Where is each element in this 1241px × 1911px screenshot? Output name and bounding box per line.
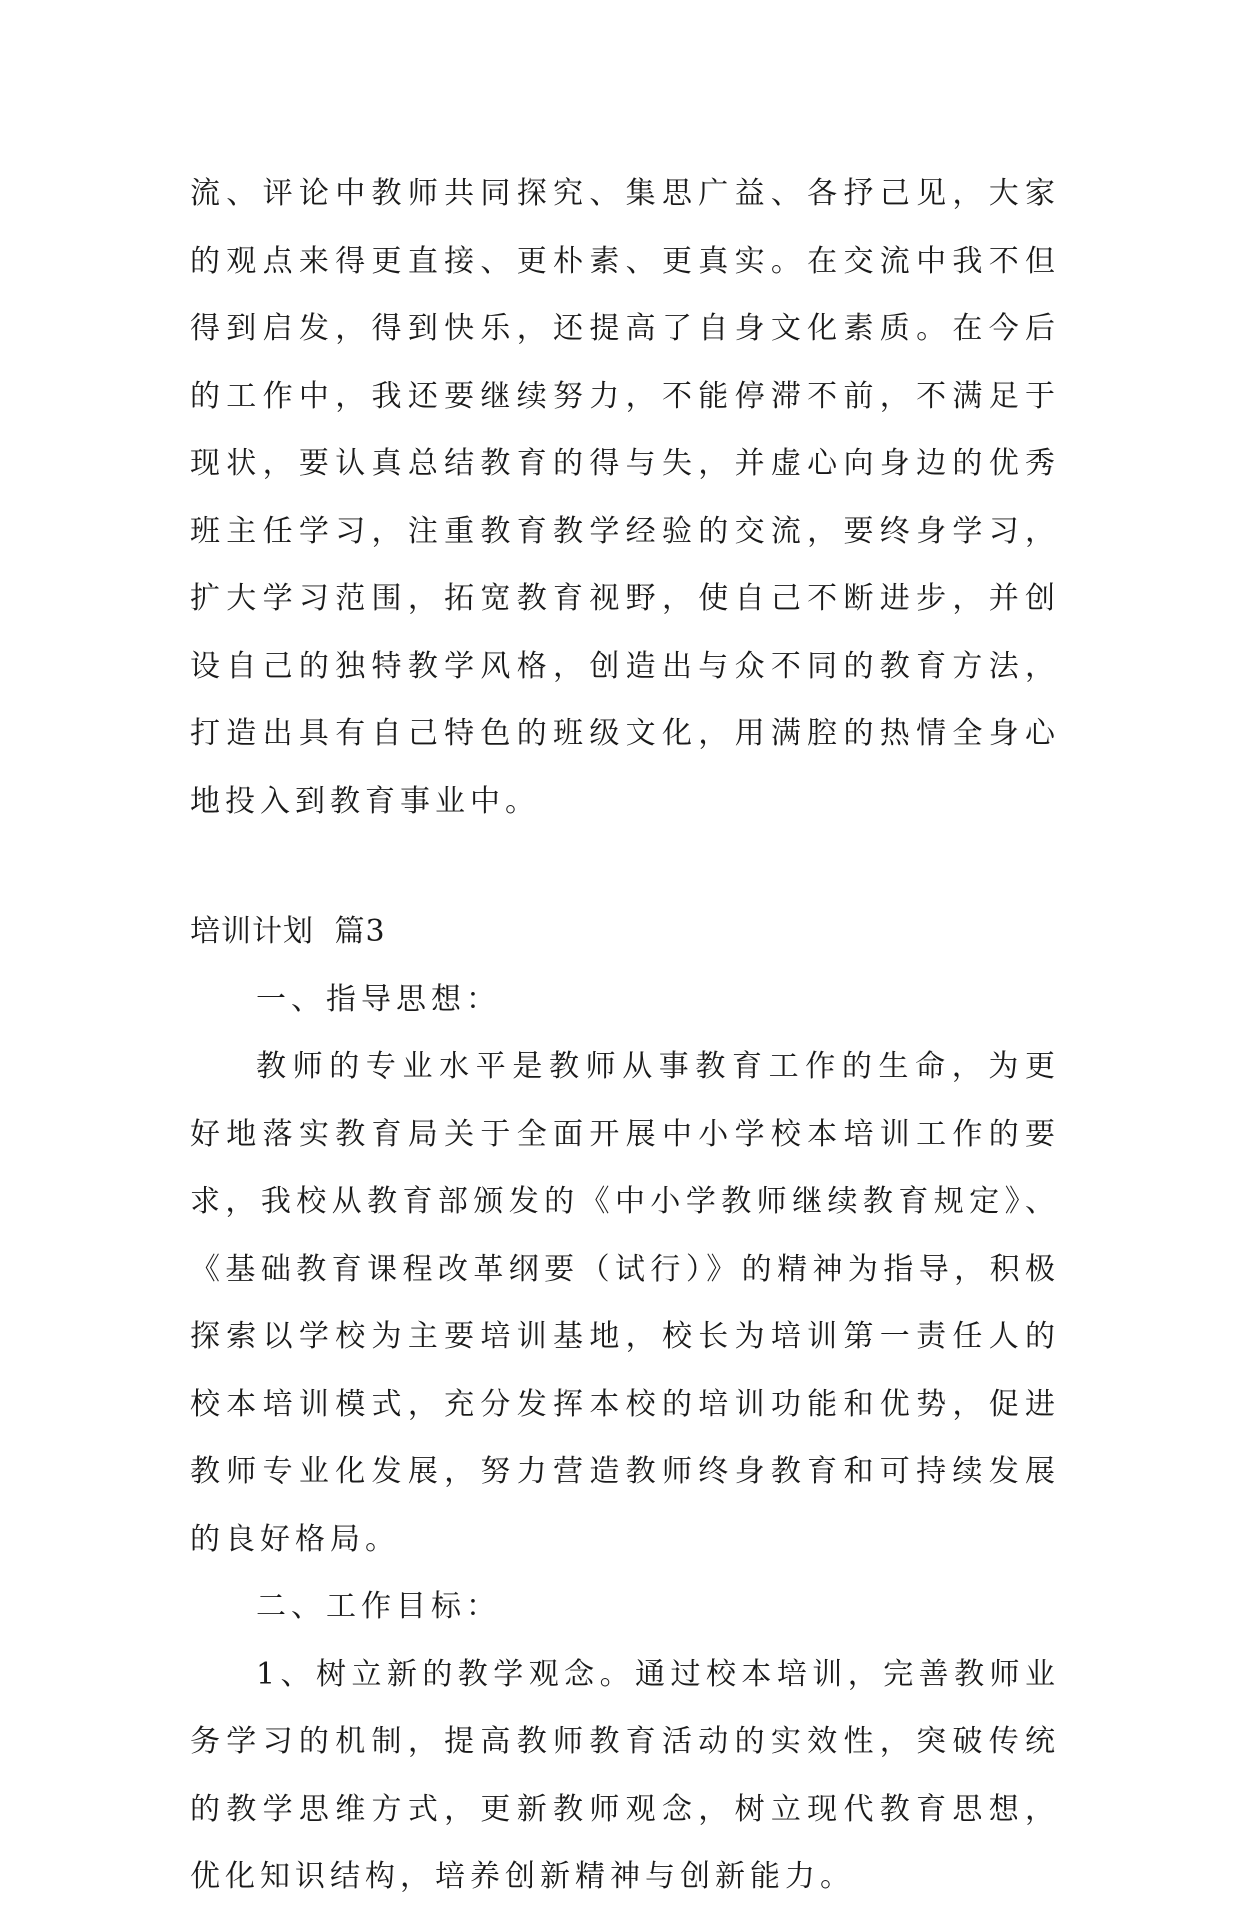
document-body [190,160,1060,1911]
continuation-paragraph: 流、评论中教师共同探究、集思广益、各抒己见，大家的观点来得更直接、更朴素、更真实。在交流中我不但得到启发，得到快乐，还提高了自身文化素质。在今后的工作中，我还要继续努力，不能停滞不前，不满足于现状，要认真总结教育的得与失，并虚心向身边的优秀班主任学习，注重教育教学经验的交流，要终身学习，扩大学习范围，拓宽教育视野，使自己不断进步，并创设自己的独特教学风格，创造出与众不同的教育方法，打造出具有自己特色的班级文化，用满腔的热情全身心地投入到教育事业中。 [190,176,1060,819]
paragraph-work-goal-1: 1、树立新的教学观念。通过校本培训，完善教师业务学习的机制，提高教师教育活动的实效性，突破传统的教学思维方式，更新教师观念，树立现代教育思想，优化知识结构，培养创新精神与创新能力。 [190,1656,1060,1894]
section-spacer [190,835,1060,898]
heading-guiding-thought: 一、指导思想： [256,981,501,1017]
section-title: 培训计划 篇3 [190,914,386,949]
heading-work-goals: 二、工作目标： [256,1589,501,1624]
paragraph-guiding-thought: 教师的专业水平是教师从事教育工作的生命，为更好地落实教育局关于全面开展中小学校本培训工作的要求，我校从教育部颁发的《中小学教师继续教育规定》、《基础教育课程改革纲要（试行）》的精神为指导，积极探索以学校为主要培训基地，校长为培训第一责任人的校本培训模式，充分发挥本校的培训功能和优势，促进教师专业化发展，努力营造教师终身教育和可持续发展的良好格局。 [190,1049,1060,1557]
